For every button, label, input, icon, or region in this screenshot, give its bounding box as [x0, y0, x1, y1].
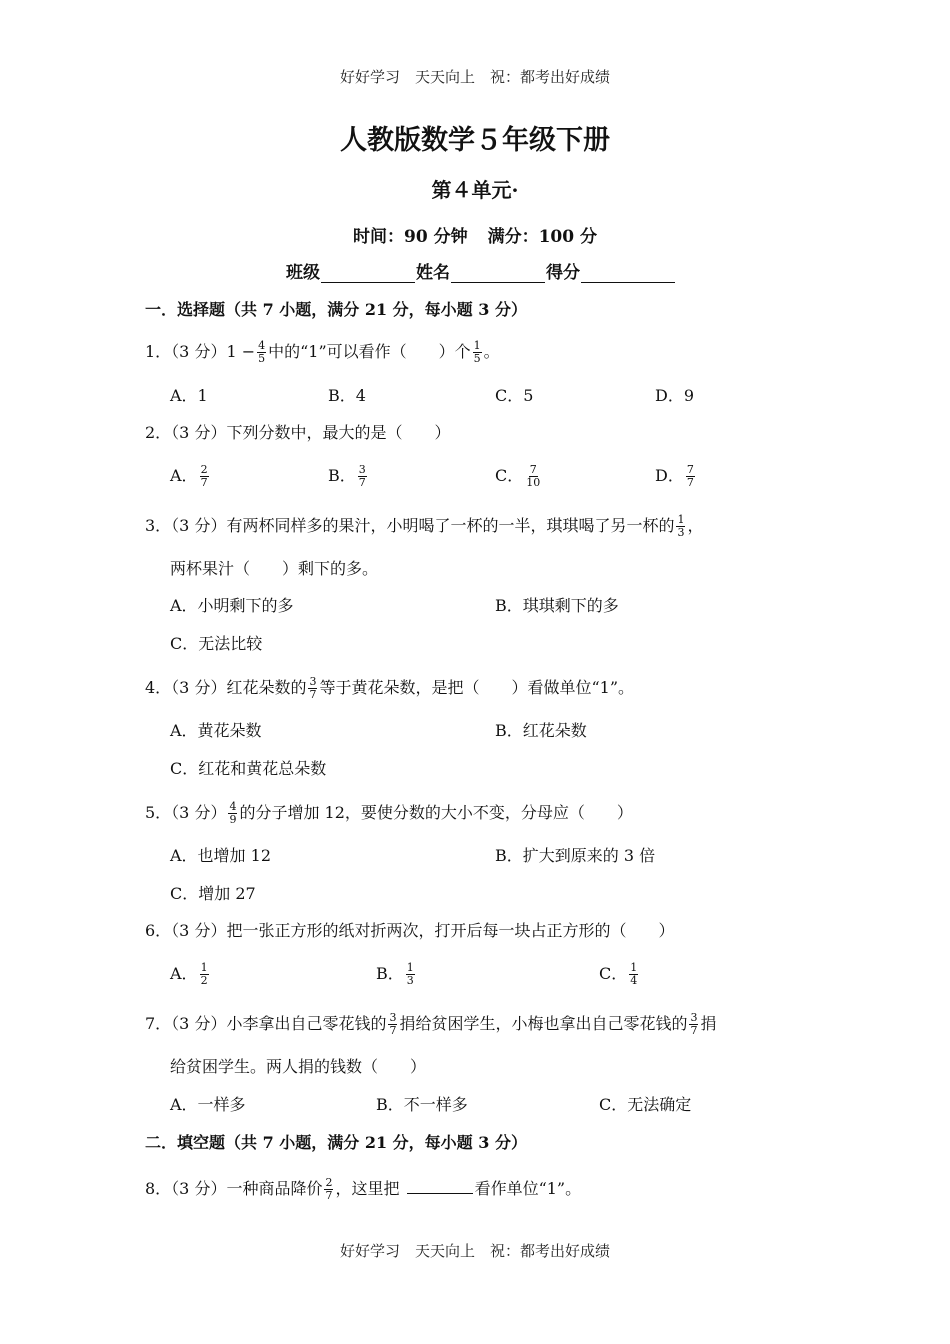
q2-option-b[interactable]: B． $\frac{3}{7}$ — [328, 463, 366, 489]
student-info — [286, 258, 676, 283]
q5-option-a[interactable]: A．也增加 12 — [170, 846, 272, 865]
question-6: 6．（3 分）把一张正方形的纸对折两次，打开后每一块占正方形的（ ） — [145, 921, 675, 940]
question-1: 1．（3 分）1 − $\frac{4}{5}$ 中的“1”可以看作（ ）个 $\frac{1}{5}$ 。 — [145, 339, 500, 365]
fraction: $\frac{3}{7}$ — [358, 463, 366, 489]
q1-option-d[interactable]: D．9 — [655, 386, 695, 405]
fraction: $\frac{2}{7}$ — [325, 1176, 333, 1202]
q1-option-a[interactable]: A．1 — [170, 386, 208, 405]
class-label: 班级 — [286, 263, 320, 283]
question-3: 3．（3 分）有两杯同样多的果汁，小明喝了一杯的一半，琪琪喝了另一杯的 $\frac{1}{3}$ ， — [145, 513, 704, 539]
class-blank[interactable] — [321, 263, 415, 283]
q1-option-b[interactable]: B．4 — [328, 386, 366, 405]
grade-label: 得分 — [546, 263, 580, 283]
grade-blank[interactable] — [581, 263, 675, 283]
name-label: 姓名 — [416, 263, 450, 283]
q2-option-d[interactable]: D． $\frac{7}{7}$ — [655, 463, 694, 489]
question-5: 5．（3 分） $\frac{4}{9}$ 的分子增加 12，要使分数的大小不变，分母应（ ） — [145, 800, 633, 826]
answer-blank[interactable] — [407, 1175, 473, 1194]
q3-option-b[interactable]: B．琪琪剩下的多 — [495, 596, 619, 615]
q6-option-a[interactable]: A． $\frac{1}{2}$ — [170, 961, 208, 987]
section-fill-heading: 二．填空题（共 7 小题，满分 21 分，每小题 3 分） — [145, 1133, 527, 1152]
fraction: $\frac{4}{5}$ — [258, 339, 266, 365]
question-7: 7．（3 分）小李拿出自己零花钱的 $\frac{3}{7}$ 捐给贫困学生，小梅也拿出自己零花钱的 $\frac{3}{7}$ 捐 — [145, 1011, 717, 1037]
name-blank[interactable] — [451, 263, 545, 283]
fraction: $\frac{7}{10}$ — [526, 463, 541, 489]
q2-option-c[interactable]: C． $\frac{7}{10}$ — [495, 463, 541, 489]
page-subtitle: 第４单元· — [431, 178, 519, 202]
q3-option-a[interactable]: A．小明剩下的多 — [170, 596, 294, 615]
q7-option-b[interactable]: B．不一样多 — [376, 1095, 468, 1114]
question-3-line2: 两杯果汁（ ）剩下的多。 — [170, 559, 379, 578]
page-footer: 好好学习 天天向上 祝：都考出好成绩 — [339, 1242, 610, 1260]
q4-option-b[interactable]: B．红花朵数 — [495, 721, 587, 740]
fraction: $\frac{1}{3}$ — [677, 513, 685, 539]
q7-option-c[interactable]: C．无法确定 — [599, 1095, 692, 1114]
q4-option-a[interactable]: A．黄花朵数 — [170, 721, 262, 740]
q1-option-c[interactable]: C．5 — [495, 386, 534, 405]
question-7-line2: 给贫困学生。两人捐的钱数（ ） — [170, 1057, 427, 1076]
fraction: $\frac{1}{4}$ — [630, 961, 638, 987]
fraction: $\frac{3}{7}$ — [389, 1011, 397, 1037]
fraction: $\frac{7}{7}$ — [686, 463, 694, 489]
question-2: 2．（3 分）下列分数中，最大的是（ ） — [145, 423, 451, 442]
fraction: $\frac{1}{5}$ — [473, 339, 481, 365]
fraction: $\frac{3}{7}$ — [690, 1011, 698, 1037]
fraction: $\frac{2}{7}$ — [200, 463, 208, 489]
fraction: $\frac{1}{3}$ — [406, 961, 414, 987]
fraction: $\frac{1}{2}$ — [200, 961, 208, 987]
q6-option-c[interactable]: C． $\frac{1}{4}$ — [599, 961, 638, 987]
q7-option-a[interactable]: A．一样多 — [170, 1095, 246, 1114]
q5-option-c[interactable]: C．增加 27 — [170, 884, 256, 903]
q5-option-b[interactable]: B．扩大到原来的 3 倍 — [495, 846, 656, 865]
section-choice-heading: 一．选择题（共 7 小题，满分 21 分，每小题 3 分） — [145, 300, 527, 319]
q2-option-a[interactable]: A． $\frac{2}{7}$ — [170, 463, 208, 489]
exam-meta — [0, 222, 950, 247]
exam-time: 时间：90 分钟 — [353, 227, 468, 247]
q4-option-c[interactable]: C．红花和黄花总朵数 — [170, 759, 327, 778]
page-header: 好好学习 天天向上 祝：都考出好成绩 — [339, 68, 610, 86]
q6-option-b[interactable]: B． $\frac{1}{3}$ — [376, 961, 414, 987]
q3-option-c[interactable]: C．无法比较 — [170, 634, 263, 653]
fraction: $\frac{4}{9}$ — [229, 800, 237, 826]
fraction: $\frac{3}{7}$ — [309, 675, 317, 701]
page-title: 人教版数学５年级下册 — [340, 125, 610, 156]
exam-score: 满分：100 分 — [487, 227, 597, 247]
question-4: 4．（3 分）红花朵数的 $\frac{3}{7}$ 等于黄花朵数，是把（ ）看做单位“1”。 — [145, 675, 634, 701]
question-8: 8．（3 分）一种商品降价 $\frac{2}{7}$ ，这里把 看作单位“1”。 — [145, 1176, 582, 1202]
